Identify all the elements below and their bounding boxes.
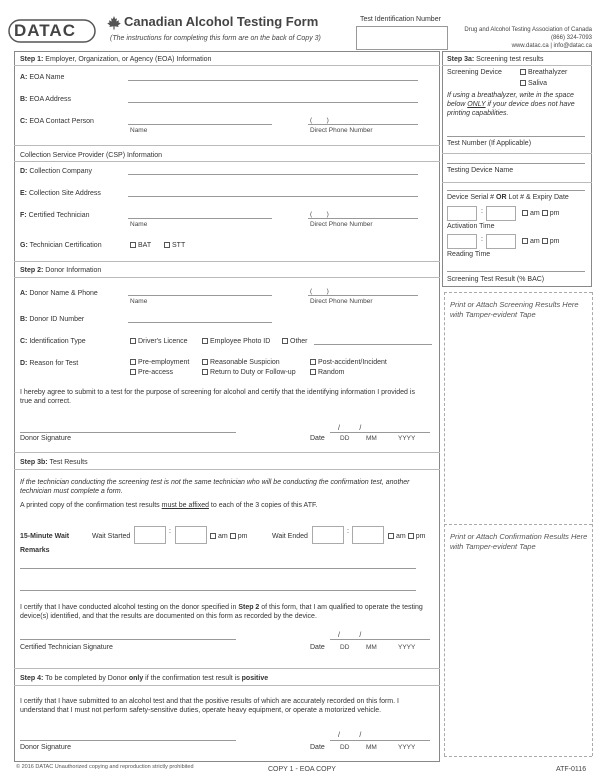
serial-label [447, 194, 569, 201]
copy-note-post: to each of the 3 copies of this ATF. [208, 502, 318, 509]
date-label: Date [310, 644, 325, 651]
letter-c: C: [20, 338, 28, 345]
reason-label [20, 360, 78, 367]
technician-signature-field[interactable] [20, 639, 236, 640]
copyright: © 2016 DATAC Unauthorized copying and reproduction strictly prohibited [16, 764, 194, 770]
pm-text: pm [237, 533, 248, 540]
eoa-address-text: EOA Address [29, 96, 71, 103]
phone-paren: ( ) [310, 211, 329, 218]
am-text: am [218, 533, 228, 540]
tech-cert-label [20, 242, 102, 249]
checkbox-icon [520, 69, 526, 75]
checkbox-icon [130, 242, 136, 248]
reason-option: Pre-access [138, 369, 174, 376]
screening-attach-text: Print or Attach Screening Results Here with Tamper-evident Tape [450, 300, 579, 319]
phone-paren: ( ) [310, 288, 329, 295]
reason-option: Reasonable Suspicion [210, 359, 280, 366]
stt-text: STT [172, 242, 186, 249]
dd-caption: DD [340, 644, 350, 651]
form-number: ATF-0116 [556, 766, 587, 773]
checkbox-icon [522, 238, 528, 244]
id-other-field[interactable] [314, 344, 432, 345]
donor-agreement-text: I hereby agree to submit to a test for the purpose of screening for alcohol and certify that the identifying information I provided is true and correct. [20, 389, 415, 405]
saliva-text: Saliva [528, 80, 548, 87]
divider [442, 182, 592, 183]
letter-c: C: [20, 118, 28, 125]
step4-title-mid2: if the confirmation test result is [143, 675, 242, 682]
device-name-label: Testing Device Name [447, 167, 514, 174]
pm-text: pm [415, 533, 426, 540]
divider [14, 261, 440, 262]
name-caption: Name [130, 127, 148, 134]
serial-post: Lot # & Expiry Date [506, 194, 569, 201]
org-info [464, 26, 592, 50]
collection-company-text: Collection Company [29, 168, 92, 175]
id-employee-photo-checkbox[interactable] [202, 338, 270, 345]
letter-b: B: [20, 96, 28, 103]
divider [14, 668, 440, 669]
letter-a: A: [20, 290, 28, 297]
step4-title-bold: Step 4: [20, 675, 44, 682]
step3b-title-bold: Step 3b: [20, 459, 48, 466]
divider [14, 145, 440, 146]
letter-g: G: [20, 242, 28, 249]
step4-donor-signature-label: Donor Signature [20, 744, 71, 751]
letter-d: D: [20, 168, 28, 175]
logo-text: DATAC [14, 21, 76, 40]
checkbox-icon [202, 338, 208, 344]
reason-pre-access[interactable] [130, 369, 173, 376]
test-id-field[interactable] [356, 26, 448, 50]
copy-note [20, 502, 317, 509]
cert-post: of this form, that I am qualified to operate the testing device(s) identified, and that the results are documented on this form as recorded by the device. [20, 604, 423, 620]
datac-logo [8, 16, 98, 44]
mm-caption: MM [366, 644, 377, 651]
donor-positive-certification: I certify that I have submitted to an alcohol test and that the positive results of which are accurately recorded on this form. I understand that I must not perform safety-sensitive duties, operate heavy equipment, or operate a motorized vehicle. [20, 698, 399, 714]
checkbox-icon [210, 533, 216, 539]
technician-name-field[interactable] [128, 218, 272, 219]
serial-or: OR [496, 194, 507, 201]
divider [14, 277, 440, 278]
collection-company-field[interactable] [128, 174, 418, 175]
test-number-label: Test Number (If Applicable) [447, 140, 532, 147]
org-web: www.datac.ca | info@datac.ca [511, 43, 592, 49]
collection-site-text: Collection Site Address [28, 190, 101, 197]
reason-option: Return to Duty or Follow-up [210, 369, 296, 376]
technician-date-field[interactable] [330, 639, 430, 640]
divider [14, 469, 440, 470]
eoa-name-field[interactable] [128, 80, 418, 81]
reason-text: Reason for Test [29, 360, 79, 367]
am-text: am [530, 238, 540, 245]
technician-label [20, 212, 90, 219]
divider [442, 65, 592, 66]
id-type-option: Other [290, 338, 308, 345]
eoa-address-field[interactable] [128, 102, 418, 103]
screening-device-label: Screening Device [447, 69, 502, 76]
reason-reasonable-suspicion[interactable] [202, 359, 280, 366]
divider [14, 65, 440, 66]
step3b-title-rest: Test Results [47, 459, 88, 466]
id-type-label [20, 338, 86, 345]
activation-ampm[interactable] [522, 210, 559, 217]
reading-hour[interactable] [447, 234, 477, 249]
activation-time-label: Activation Time [447, 223, 495, 230]
wait-started-ampm[interactable] [210, 533, 247, 540]
id-other-checkbox[interactable] [282, 338, 308, 345]
wait-started-hour[interactable] [134, 526, 166, 544]
mm-caption: MM [366, 744, 377, 751]
device-name-field[interactable] [447, 163, 585, 164]
breathalyzer-note [447, 91, 587, 118]
divider [14, 452, 440, 453]
id-type-option: Driver's Licence [138, 338, 188, 345]
copy-note-pre: A printed copy of the confirmation test results [20, 502, 162, 509]
bat-checkbox[interactable] [130, 242, 151, 249]
reason-option: Random [318, 369, 345, 376]
note-pre: If using a breathalyzer, write in the space below [447, 92, 574, 108]
org-phone: (866) 324-7093 [550, 35, 592, 41]
note-only: ONLY [467, 101, 486, 108]
name-caption: Name [130, 298, 148, 305]
collection-company-label [20, 168, 92, 175]
direct-phone-caption: Direct Phone Number [310, 298, 373, 305]
divider [14, 161, 440, 162]
wait-label: 15-Minute Wait [20, 533, 70, 540]
letter-a: A: [20, 74, 28, 81]
step4-title-mid: To be completed by Donor [43, 675, 129, 682]
name-caption: Name [130, 221, 148, 228]
checkbox-icon [522, 210, 528, 216]
collection-site-field[interactable] [128, 196, 418, 197]
activation-hour[interactable] [447, 206, 477, 221]
eoa-contact-label [20, 118, 94, 125]
letter-f: F: [20, 212, 27, 219]
eoa-contact-text: EOA Contact Person [29, 118, 94, 125]
collection-site-label [20, 190, 101, 197]
remarks-label: Remarks [20, 547, 50, 554]
serial-field[interactable] [447, 190, 585, 191]
step3b-title [20, 459, 88, 466]
direct-phone-caption: Direct Phone Number [310, 221, 373, 228]
activation-minute[interactable] [486, 206, 516, 221]
eoa-address-label [20, 96, 71, 103]
step1-title [20, 56, 211, 63]
time-colon: : [169, 528, 171, 535]
remarks-line-1[interactable] [20, 568, 416, 569]
pm-text: pm [549, 238, 560, 245]
org-name: Drug and Alcohol Testing Association of Canada [464, 27, 592, 33]
note-post: if your device does not have printing capabilities. [447, 101, 575, 117]
yyyy-caption: YYYY [398, 644, 416, 651]
donor-id-text: Donor ID Number [29, 316, 85, 323]
donor-date-field[interactable] [330, 432, 430, 433]
confirmation-attach-bottom [444, 756, 592, 757]
id-drivers-licence-checkbox[interactable] [130, 338, 188, 345]
confirmation-attach-top [444, 524, 592, 525]
step3a-title-bold: Step 3a: [447, 56, 475, 63]
maple-leaf-icon [107, 16, 121, 32]
wait-ended-hour[interactable] [312, 526, 344, 544]
dd-caption: DD [340, 435, 350, 442]
wait-started-minute[interactable] [175, 526, 207, 544]
donor-name-field[interactable] [128, 295, 272, 296]
reason-option: Pre-employment [138, 359, 190, 366]
confirmation-attach-text: Print or Attach Confirmation Results Here with Tamper-evident Tape [450, 532, 588, 551]
checkbox-icon [130, 338, 136, 344]
checkbox-icon [310, 359, 316, 365]
breathalyzer-checkbox[interactable] [520, 69, 567, 76]
time-colon: : [347, 528, 349, 535]
breathalyzer-text: Breathalyzer [528, 69, 568, 76]
step3a-title [447, 56, 544, 63]
time-colon: : [481, 236, 483, 243]
checkbox-icon [408, 533, 414, 539]
step4-title-only: only [128, 675, 144, 682]
screening-attach-top [444, 292, 592, 293]
yyyy-caption: YYYY [398, 744, 416, 751]
checkbox-icon [542, 210, 548, 216]
eoa-contact-phone-field[interactable] [308, 124, 418, 125]
stt-checkbox[interactable] [164, 242, 185, 249]
wait-started-label: Wait Started [92, 533, 131, 540]
pm-text: pm [549, 210, 560, 217]
id-type-option: Employee Photo ID [210, 338, 271, 345]
step4-title [20, 675, 268, 682]
step2-title-bold: Step 2: [20, 267, 44, 274]
letter-e: E: [20, 190, 27, 197]
checkbox-icon [520, 80, 526, 86]
step4-title-positive: positive [241, 675, 269, 682]
wait-ended-ampm[interactable] [388, 533, 425, 540]
checkbox-icon [388, 533, 394, 539]
test-number-field[interactable] [447, 136, 585, 137]
screening-attach-right [592, 292, 593, 522]
checkbox-icon [164, 242, 170, 248]
letter-d: D: [20, 360, 28, 367]
donor-id-field[interactable] [128, 322, 272, 323]
eoa-contact-name-field[interactable] [128, 124, 272, 125]
remarks-line-2[interactable] [20, 590, 416, 591]
step1-title-bold: Step 1: [20, 56, 44, 63]
phone-paren: ( ) [310, 117, 329, 124]
technician-text: Certified Technician [28, 212, 90, 219]
step4-date-field[interactable] [330, 740, 430, 741]
serial-pre: Device Serial # [447, 194, 497, 201]
step2-title-rest: Donor Information [43, 267, 102, 274]
copy-note-underline: must be affixed [161, 502, 209, 509]
technician-certification-text [20, 603, 434, 621]
donor-id-label [20, 316, 84, 323]
csp-title: Collection Service Provider (CSP) Information [20, 152, 162, 159]
checkbox-icon [310, 369, 316, 375]
date-label: Date [310, 435, 325, 442]
tech-cert-text: Technician Certification [29, 242, 102, 249]
am-text: am [396, 533, 406, 540]
reading-time-label: Reading Time [447, 251, 491, 258]
am-text: am [530, 210, 540, 217]
dd-caption: DD [340, 744, 350, 751]
technician-phone-field[interactable] [308, 218, 418, 219]
date-slashes: / / [338, 632, 362, 639]
eoa-name-text: EOA Name [29, 74, 65, 81]
divider [442, 153, 592, 154]
step4-donor-signature-field[interactable] [20, 740, 236, 741]
checkbox-icon [230, 533, 236, 539]
date-slashes: / / [338, 425, 362, 432]
wait-ended-minute[interactable] [352, 526, 384, 544]
bac-result-field[interactable] [447, 271, 585, 272]
bat-text: BAT [138, 242, 152, 249]
checkbox-icon [542, 238, 548, 244]
step1-title-rest: Employer, Organization, or Agency (EOA) Information [43, 56, 212, 63]
technician-signature-label: Certified Technician Signature [20, 644, 113, 651]
donor-name-text: Donor Name & Phone [29, 290, 98, 297]
letter-b: B: [20, 316, 28, 323]
step2-title [20, 267, 101, 274]
confirmation-attach-left [444, 524, 445, 756]
checkbox-icon [130, 359, 136, 365]
reason-pre-employment[interactable] [130, 359, 189, 366]
checkbox-icon [282, 338, 288, 344]
technician-note: If the technician conducting the screening test is not the same technician who will be conducting the confirmation test, another technician must complete a form. [20, 479, 410, 495]
checkbox-icon [130, 369, 136, 375]
bac-result-label: Screening Test Result (% BAC) [447, 276, 545, 283]
page-subtitle: (The instructions for completing this form are on the back of Copy 3) [110, 35, 321, 42]
page-title: Canadian Alcohol Testing Form [124, 14, 319, 29]
donor-name-label [20, 290, 98, 297]
time-colon: : [481, 208, 483, 215]
reason-post-accident[interactable] [310, 359, 387, 366]
reading-ampm[interactable] [522, 238, 559, 245]
cert-bold: Step 2 [238, 604, 260, 611]
reason-option: Post-accident/Incident [318, 359, 387, 366]
test-id-label: Test Identification Number [360, 16, 441, 23]
divider [14, 685, 440, 686]
confirmation-attach-right [592, 524, 593, 756]
direct-phone-caption: Direct Phone Number [310, 127, 373, 134]
reading-minute[interactable] [486, 234, 516, 249]
id-type-text: Identification Type [29, 338, 86, 345]
saliva-checkbox[interactable] [520, 80, 547, 87]
checkbox-icon [202, 359, 208, 365]
reason-random[interactable] [310, 369, 344, 376]
reason-return-to-duty[interactable] [202, 369, 296, 376]
donor-signature-field[interactable] [20, 432, 236, 433]
donor-signature-label: Donor Signature [20, 435, 71, 442]
checkbox-icon [202, 369, 208, 375]
yyyy-caption: YYYY [398, 435, 416, 442]
donor-phone-field[interactable] [308, 295, 418, 296]
date-slashes: / / [338, 732, 362, 739]
date-label: Date [310, 744, 325, 751]
copy-label: COPY 1 - EOA COPY [268, 766, 336, 773]
screening-attach-left [444, 292, 445, 522]
eoa-name-label [20, 74, 64, 81]
wait-ended-label: Wait Ended [272, 533, 308, 540]
cert-pre: I certify that I have conducted alcohol testing on the donor specified in [20, 604, 239, 611]
step3a-title-rest: Screening test results [474, 56, 544, 63]
mm-caption: MM [366, 435, 377, 442]
